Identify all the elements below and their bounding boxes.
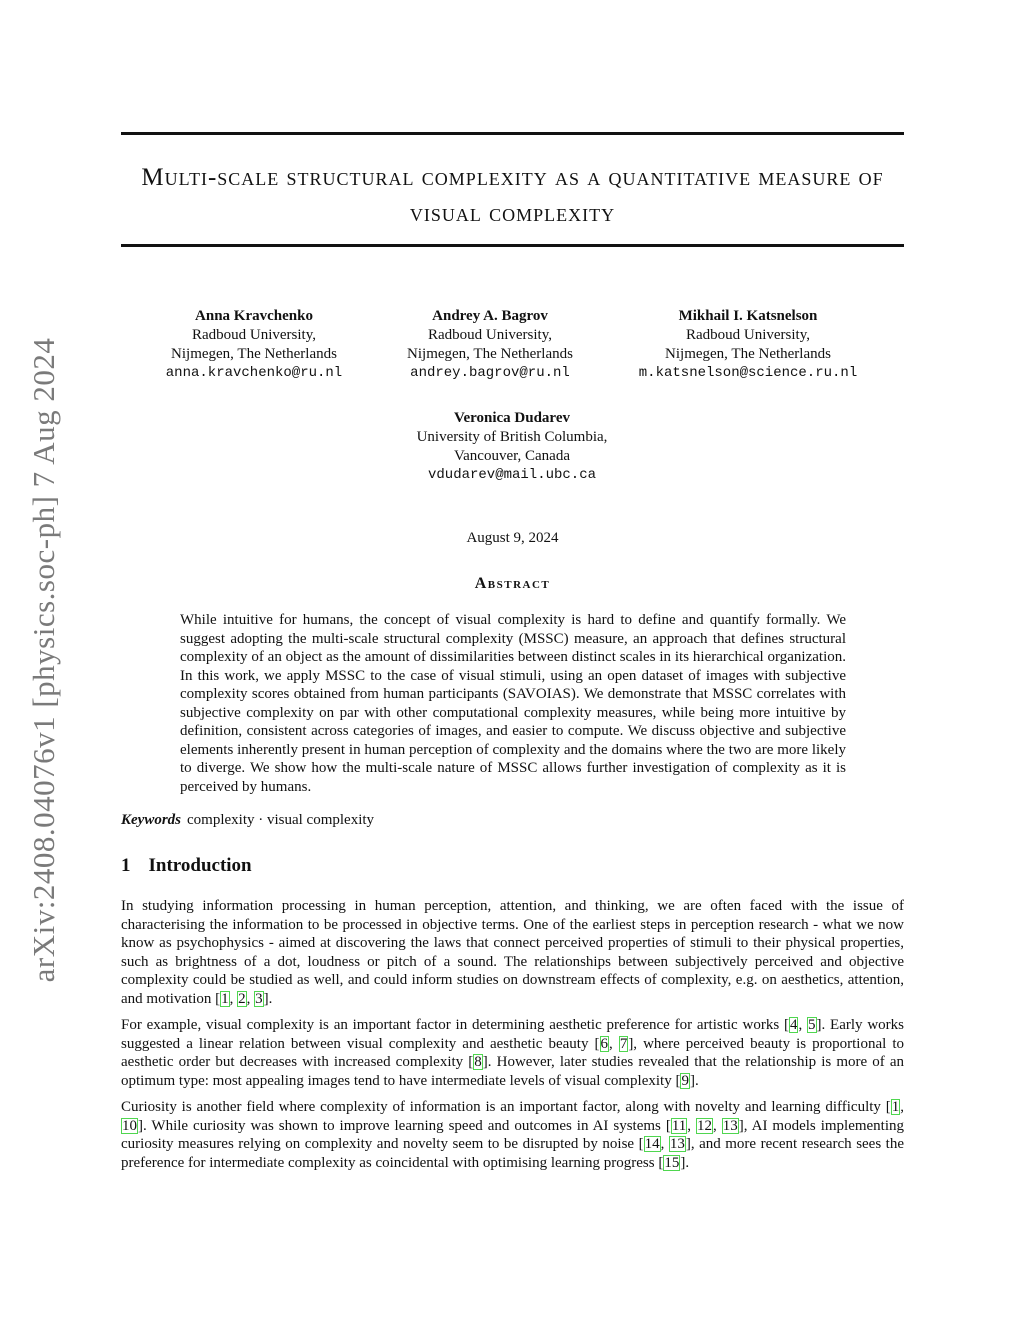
citation-link[interactable]: 6 [600, 1035, 609, 1052]
paragraph-text: ], AI models implementing curiosity measures relying on complexity and novelty seem to be disrupted by noise [ [121, 1117, 905, 1152]
title-rule-top [121, 132, 904, 135]
paragraph-text: ]. Early works suggested a linear relation between visual complexity and aesthetic beauty [ [121, 1017, 904, 1052]
author-email[interactable]: vdudarev@mail.ubc.ca [427, 467, 597, 483]
author-location: Nijmegen, The Netherlands [407, 346, 573, 362]
paragraph [121, 897, 904, 1008]
citation-link[interactable]: 12 [697, 1117, 713, 1134]
keywords-label: Keywords [121, 812, 181, 828]
citation-link[interactable]: 8 [474, 1054, 482, 1070]
citation-separator: , [713, 1117, 722, 1134]
paragraph-text: Curiosity is another field where complexity of information is an important factor, along with novelty and learning difficulty [ [121, 1099, 891, 1115]
citation-link[interactable]: 15 [664, 1154, 680, 1171]
author-location: Vancouver, Canada [453, 448, 570, 464]
author-block [382, 409, 642, 485]
author-email[interactable]: m.katsnelson@science.ru.nl [638, 365, 858, 381]
section-title: Introduction [148, 855, 252, 876]
author-name: Andrey A. Bagrov [432, 308, 548, 324]
author-affiliation: Radboud University, [191, 327, 316, 343]
abstract-heading: Abstract [474, 575, 551, 592]
citation-link[interactable]: 4 [789, 1017, 798, 1033]
paragraph-text: ], where perceived beauty is proportional to aesthetic order but decreases with increased complexity [ [121, 1035, 905, 1070]
abstract-text: While intuitive for humans, the concept of visual complexity is hard to define and quantify formally. We suggest adopting the multi-scale structural complexity (MSSC) measure, an approach that defines structural complexity of an object as the amount of dissimilarities between distinct scales in its hierarchical organization. In this work, we apply MSSC to the case of visual stimuli, using an open dataset of images with subjective complexity scores obtained from human participants (SAVOIAS). We demonstrate that MSSC correlates with subjective complexity on par with other computational complexity measures, while being more intuitive by definition, consistent across categories of images, and easier to compute. We discuss objective and subjective elements inherently present in human perception of complexity and the domains where the two are more likely to diverge. We show how the multi-scale nature of MSSC allows further investigation of complexity as it is perceived by humans. [180, 612, 846, 795]
citation-separator: , [798, 1017, 808, 1033]
paragraph-text: ]. However, later studies revealed that the relationship is more of an optimum type: most appealing images tend to have intermediate levels of visual complexity [ [121, 1054, 905, 1089]
citation-separator: , [609, 1035, 619, 1052]
paragraph-text: ]. While curiosity was shown to improve learning speed and outcomes in AI systems [ [138, 1117, 671, 1134]
paragraph-text: For example, visual complexity is an important factor in determining aesthetic preference for artistic works [ [121, 1017, 789, 1033]
author-block [360, 307, 620, 383]
citation-separator: , [246, 990, 255, 1007]
citation-separator: , [687, 1117, 697, 1134]
citation-link[interactable]: 5 [808, 1017, 816, 1033]
citation-link[interactable]: 1 [891, 1099, 900, 1115]
author-name: Veronica Dudarev [454, 410, 570, 426]
author-email[interactable]: andrey.bagrov@ru.nl [410, 365, 570, 381]
section-heading [121, 855, 252, 877]
paragraph-text: ], and more recent research sees the preference for intermediate complexity as coincidental with optimising learning progress [ [121, 1136, 905, 1171]
author-affiliation: University of British Columbia, [416, 429, 608, 445]
citation-link[interactable]: 3 [255, 990, 263, 1007]
paragraph-text: ]. [689, 1072, 699, 1089]
paragraph [121, 1016, 904, 1090]
citation-link[interactable]: 14 [644, 1136, 660, 1152]
author-name: Anna Kravchenko [195, 308, 313, 324]
body-text [121, 897, 904, 1180]
author-affiliation: Radboud University, [427, 327, 552, 343]
section-number: 1 [121, 855, 131, 876]
author-block [124, 307, 384, 383]
author-name: Mikhail I. Katsnelson [678, 308, 818, 324]
citation-link[interactable]: 1 [221, 990, 229, 1007]
paragraph [121, 1098, 904, 1172]
author-block [618, 307, 878, 383]
author-email[interactable]: anna.kravchenko@ru.nl [165, 365, 343, 381]
citation-link[interactable]: 10 [122, 1117, 137, 1134]
author-location: Nijmegen, The Netherlands [171, 346, 337, 362]
citation-separator: , [660, 1136, 669, 1152]
citation-link[interactable]: 7 [619, 1035, 628, 1052]
paragraph-text: ]. [680, 1154, 690, 1171]
paper-title: Multi-scale structural complexity as a quantitative measure of visual complexity [141, 164, 884, 227]
citation-link[interactable]: 13 [669, 1136, 685, 1152]
keywords-line [121, 812, 374, 829]
arxiv-identifier: arXiv:2408.04076v1 [physics.soc-ph] 7 Aug 2024 [26, 337, 61, 983]
author-location: Nijmegen, The Netherlands [665, 346, 831, 362]
citation-link[interactable]: 9 [681, 1072, 689, 1089]
citation-separator: , [229, 990, 238, 1007]
citation-link[interactable]: 11 [671, 1117, 687, 1134]
paragraph-text: In studying information processing in human perception, attention, and thinking, we are often faced with the issue of characterising the information to be processed in objective terms. One of the earliest steps in perception research - what we now know as psychophysics - aimed at discovering the laws that connect perceived properties of stimuli to their physical properties, such as brightness of a dot, loudness or pitch of a sound. The relationships between subjectively perceived and objective complexity could be studied as well, and could inform studies on downstream effects of complexity, e.g. on aesthetics, attention, and motivation [ [121, 898, 904, 1007]
paragraph-text: ]. [263, 990, 273, 1007]
citation-link[interactable]: 2 [238, 990, 246, 1007]
citation-separator: , [900, 1099, 904, 1115]
paper-date: August 9, 2024 [466, 530, 559, 546]
keywords-list: complexity · visual complexity [187, 812, 375, 828]
author-affiliation: Radboud University, [685, 327, 810, 343]
title-rule-bottom [121, 244, 904, 247]
citation-link[interactable]: 13 [722, 1117, 738, 1134]
